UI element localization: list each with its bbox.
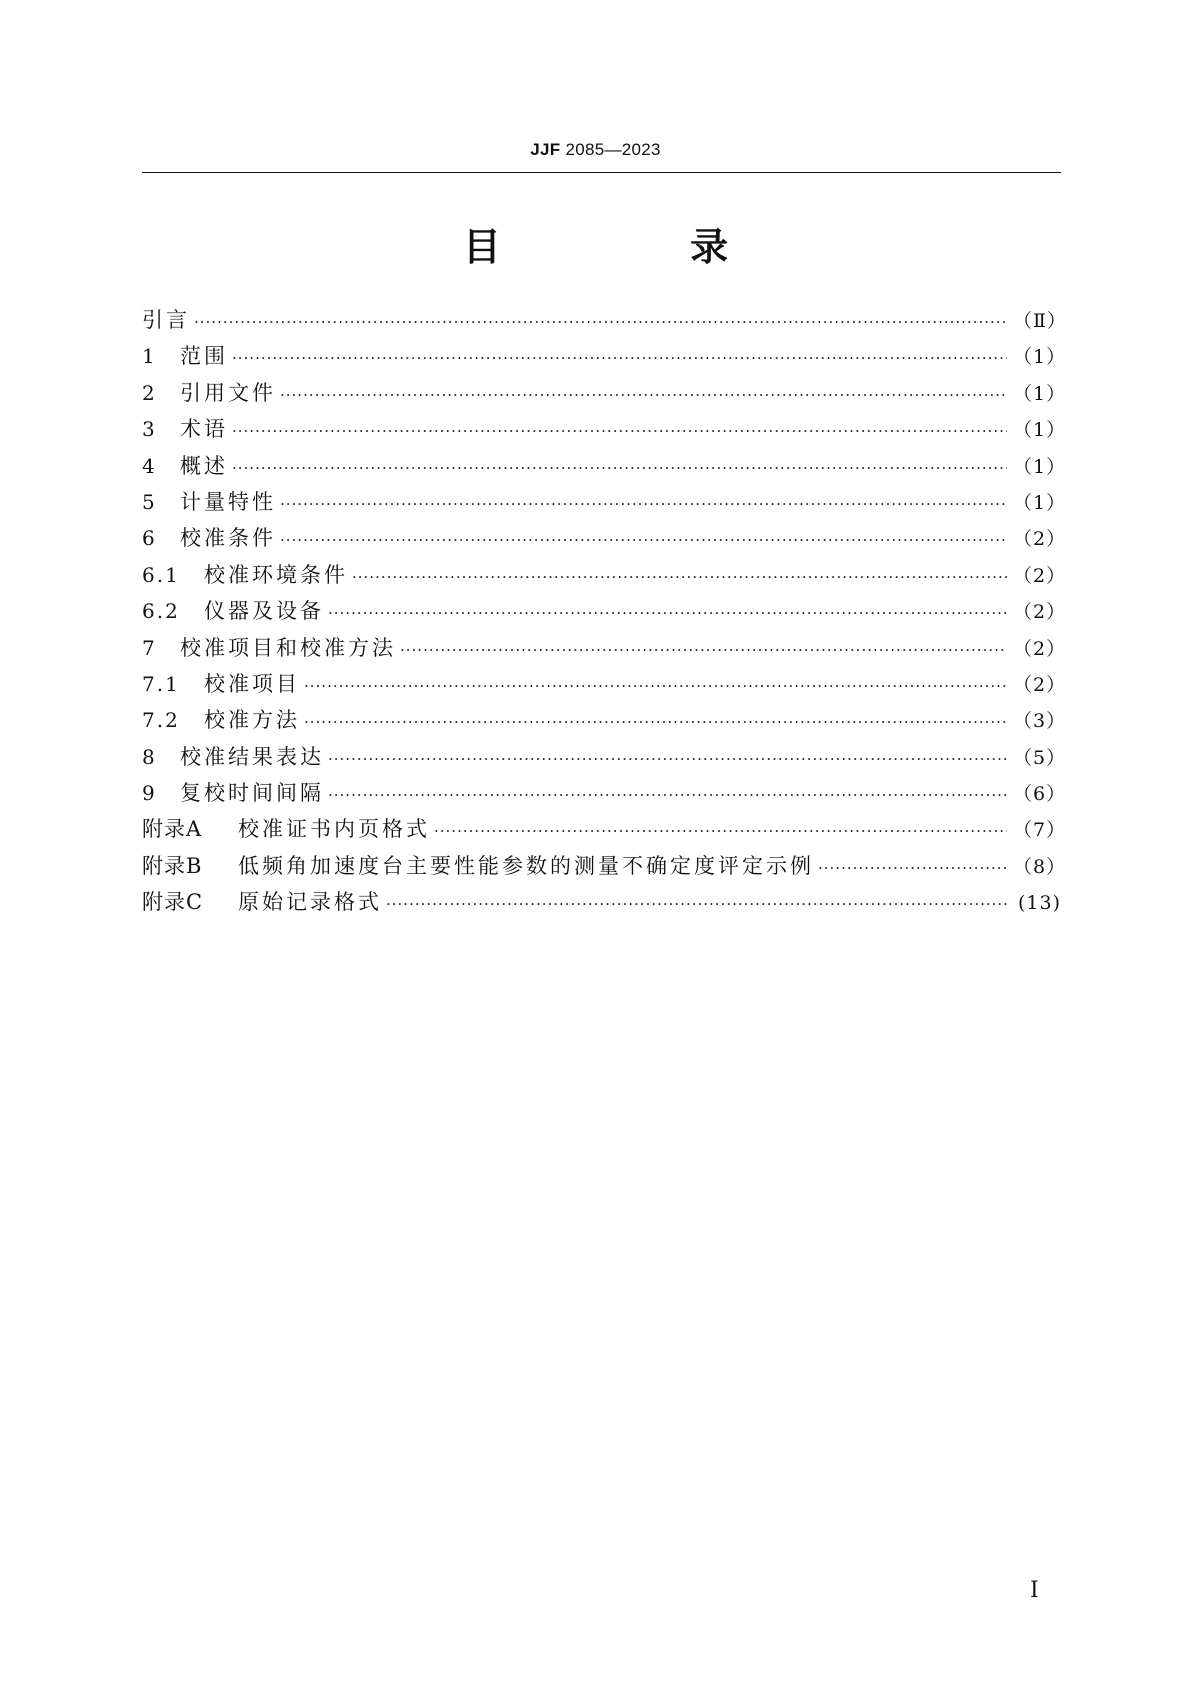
toc-entry-label: 引用文件	[180, 380, 276, 405]
toc-dot-leader	[280, 377, 1007, 413]
toc-entry-page: （Ⅱ）	[1013, 310, 1067, 332]
toc-entry-number: 附录C	[142, 890, 204, 915]
document-code-prefix: JJF	[530, 140, 561, 159]
toc-entry[interactable]	[142, 557, 1067, 593]
toc-entry[interactable]	[142, 702, 1067, 738]
toc-entry-number: 4	[142, 453, 157, 478]
toc-entry-page: （5）	[1013, 746, 1067, 769]
toc-entry-label: 仪器及设备	[204, 599, 324, 624]
toc-entry-number: 7.2	[142, 708, 180, 733]
toc-dot-leader	[328, 595, 1007, 631]
toc-entry[interactable]	[142, 848, 1067, 884]
toc-entry-label: 校准结果表达	[180, 744, 324, 769]
toc-entry[interactable]	[142, 739, 1067, 775]
toc-dot-leader	[280, 486, 1007, 522]
toc-entry-page: （1）	[1013, 382, 1067, 405]
toc-entry[interactable]	[142, 811, 1067, 847]
toc-dot-leader	[304, 668, 1007, 704]
toc-entry[interactable]	[142, 375, 1067, 411]
toc-entry-label: 校准项目和校准方法	[180, 635, 396, 660]
toc-entry-number: 9	[142, 781, 157, 806]
toc-entry-page: （7）	[1013, 819, 1067, 842]
document-code	[0, 140, 1191, 160]
toc-dot-leader	[280, 522, 1007, 558]
toc-entry[interactable]	[142, 448, 1067, 484]
toc-entry-page: （2）	[1013, 528, 1067, 551]
toc-dot-leader	[304, 704, 1007, 740]
toc-dot-leader	[328, 777, 1007, 813]
toc-entry-page: （3）	[1013, 710, 1067, 733]
toc-entry[interactable]	[142, 338, 1067, 374]
toc-dot-leader	[232, 450, 1007, 486]
toc-entry[interactable]	[142, 884, 1061, 920]
toc-entry-label: 低频角加速度台主要性能参数的测量不确定度评定示例	[238, 853, 814, 878]
toc-entry-label: 术语	[180, 417, 228, 442]
toc-entry[interactable]	[142, 666, 1067, 702]
toc-entry-number: 附录A	[142, 817, 203, 842]
toc-entry-label: 概述	[180, 453, 228, 478]
toc-entry-page: （6）	[1013, 783, 1067, 806]
toc-entry-page: （2）	[1013, 637, 1067, 660]
header-rule	[142, 172, 1061, 173]
toc-entry-label: 校准方法	[204, 708, 300, 733]
toc-entry-number: 7	[142, 635, 157, 660]
toc-entry[interactable]	[142, 484, 1067, 520]
toc-dot-leader	[434, 813, 1007, 849]
toc-entry-page: （1）	[1013, 346, 1067, 369]
toc-dot-leader	[386, 886, 1007, 922]
toc-entry[interactable]	[142, 520, 1067, 556]
toc-entry-label: 校准项目	[204, 671, 300, 696]
toc-dot-leader	[352, 559, 1007, 595]
toc-entry[interactable]	[142, 630, 1067, 666]
toc-entry-label: 校准环境条件	[204, 562, 348, 587]
toc-dot-leader	[818, 850, 1007, 886]
toc-entry-label: 引言	[142, 308, 190, 332]
toc-entry-page: （2）	[1013, 564, 1067, 587]
toc-entry-page: （2）	[1013, 601, 1067, 624]
toc-entry[interactable]	[142, 775, 1067, 811]
page-number: Ⅰ	[1030, 1578, 1039, 1603]
toc-entry-number: 7.1	[142, 671, 180, 696]
toc-entry-number: 6.2	[142, 599, 180, 624]
toc-entry-number: 2	[142, 380, 157, 405]
toc-entry-number: 5	[142, 489, 157, 514]
table-of-contents	[142, 302, 1067, 921]
toc-entry-label: 计量特性	[180, 489, 276, 514]
toc-entry-label: 原始记录格式	[238, 890, 382, 915]
toc-entry-page: （1）	[1013, 419, 1067, 442]
toc-entry-page: （8）	[1013, 855, 1067, 878]
toc-dot-leader	[194, 304, 1007, 340]
toc-entry-page: （2）	[1013, 673, 1067, 696]
toc-entry-page: （1）	[1013, 455, 1067, 478]
toc-entry-page: (13)	[1017, 892, 1061, 915]
toc-dot-leader	[400, 632, 1007, 668]
toc-entry-number: 6	[142, 526, 157, 551]
toc-entry-number: 8	[142, 744, 157, 769]
toc-entry-number: 6.1	[142, 562, 180, 587]
toc-entry-label: 范围	[180, 344, 228, 369]
toc-dot-leader	[328, 741, 1007, 777]
document-code-number: 2085—2023	[565, 140, 661, 159]
toc-entry-number: 1	[142, 344, 157, 369]
toc-dot-leader	[232, 340, 1007, 376]
toc-entry[interactable]	[142, 411, 1067, 447]
toc-entry-page: （1）	[1013, 491, 1067, 514]
toc-entry[interactable]	[142, 302, 1067, 338]
page-title: 目 录	[462, 225, 817, 269]
toc-dot-leader	[232, 413, 1007, 449]
toc-entry-number: 附录B	[142, 853, 203, 878]
toc-entry[interactable]	[142, 593, 1067, 629]
toc-entry-label: 校准证书内页格式	[238, 817, 430, 842]
toc-entry-number: 3	[142, 417, 157, 442]
toc-entry-label: 校准条件	[180, 526, 276, 551]
toc-entry-label: 复校时间间隔	[180, 781, 324, 806]
